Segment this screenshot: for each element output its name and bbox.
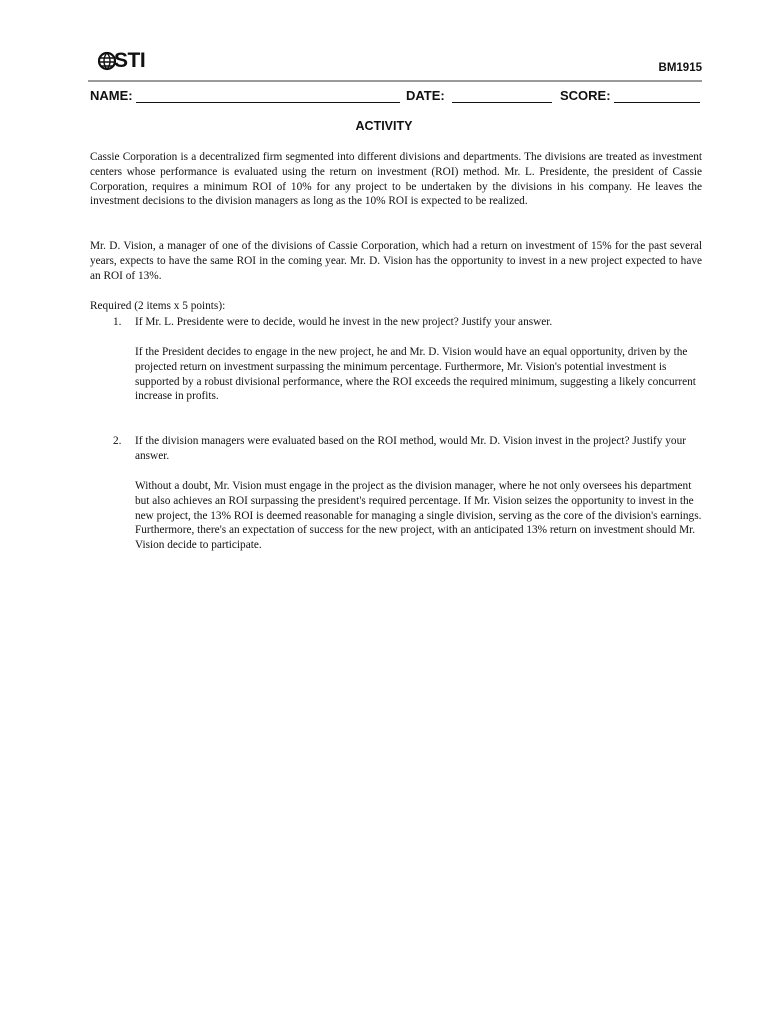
intro-paragraph-2: Mr. D. Vision, a manager of one of the divisions of Cassie Corporation, which had a return on investment of 15% for the past several years, expects to have the same ROI in the coming year. Mr. D. Vision has the opportunity to invest in a new project expected to have an ROI of 13%. — [90, 240, 702, 282]
logo-text: STI — [114, 49, 146, 72]
sti-logo — [98, 50, 158, 74]
required-label: Required (2 items x 5 points): — [90, 300, 226, 312]
item-1-question: If Mr. L. Presidente were to decide, would he invest in the new project? Justify your answer. — [135, 316, 553, 328]
document-code: BM1915 — [658, 62, 702, 74]
item-1-number: 1. — [113, 316, 122, 328]
item-2-question: If the division managers were evaluated based on the ROI method, would Mr. D. Vision invest in the project? Justify your answer. — [135, 435, 686, 462]
student-info-fields — [90, 88, 706, 106]
score-label: SCORE: — [560, 88, 611, 103]
name-label: NAME: — [90, 88, 133, 103]
score-field[interactable] — [614, 102, 700, 103]
intro-paragraph-1: Cassie Corporation is a decentralized firm segmented into different divisions and departments. The divisions are treated as investment centers whose performance is evaluated using the return on investment (ROI) method. Mr. L. Presidente, the president of Cassie Corporation, requires a minimum ROI of 10% for any project to be undertaken by the divisions in his company. He leaves the investment decisions to the division managers as long as the 10% ROI is expected to be realized. — [90, 151, 702, 208]
item-1-answer: If the President decides to engage in the new project, he and Mr. D. Vision would have an equal opportunity, driven by the projected return on investment surpassing the minimum percentage. Furthermore, Mr. Vision's potential investment is supported by a robust divisional performance, where the ROI exceeds the required minimum, suggesting a likely concurrent increase in profits. — [135, 346, 696, 403]
date-field[interactable] — [452, 102, 552, 103]
item-2-answer: Without a doubt, Mr. Vision must engage in the project as the division manager, where he not only oversees his department but also achieves an ROI surpassing the president's required percentage. If Mr. Vision seizes the opportunity to invest in the new project, the 13% ROI is deemed reasonable for managing a single division, serving as the core of the division's earnings. Furthermore, there's an expectation of success for the new project, with an anticipated 13% return on investment should Mr. Vision decide to participate. — [135, 480, 702, 552]
page-title: ACTIVITY — [355, 119, 413, 133]
name-field[interactable] — [136, 102, 400, 103]
item-2-number: 2. — [113, 435, 122, 447]
header-divider — [88, 80, 702, 82]
date-label: DATE: — [406, 88, 445, 103]
